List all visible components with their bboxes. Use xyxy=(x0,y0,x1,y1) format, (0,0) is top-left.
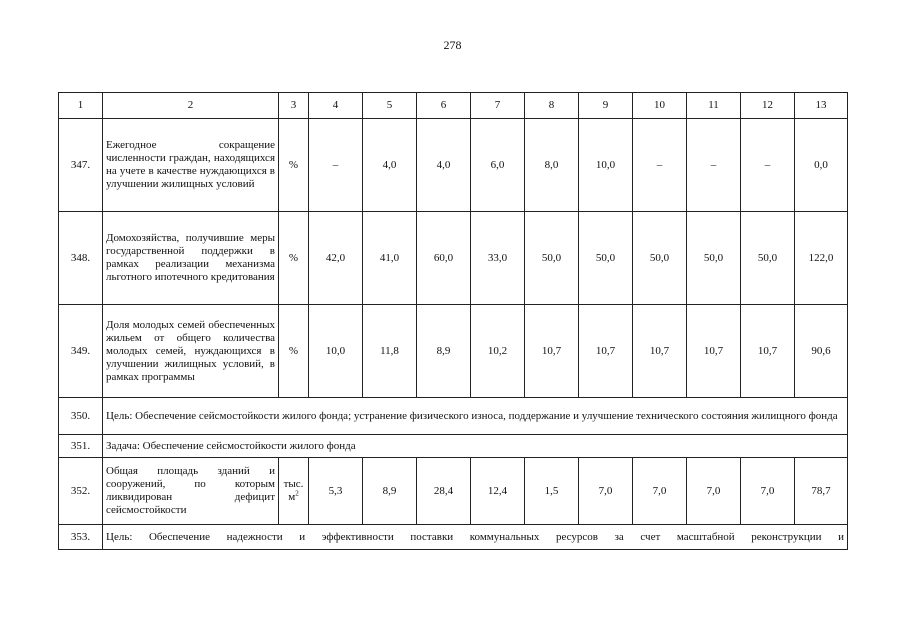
row-number: 352. xyxy=(59,458,103,525)
value-cell: 122,0 xyxy=(795,212,848,305)
goal-text: Цель: Обеспечение сейсмостойкости жилого фонда; устранение физического износа, поддержание и улучшение технического состояния жилищного фонда xyxy=(103,398,848,435)
table-row xyxy=(59,458,848,525)
value-cell: 11,8 xyxy=(363,305,417,398)
value-cell: 7,0 xyxy=(687,458,741,525)
unit-superscript: 2 xyxy=(295,489,299,498)
value-cell: 10,7 xyxy=(687,305,741,398)
value-cell: 60,0 xyxy=(417,212,471,305)
unit-cell: % xyxy=(279,212,309,305)
header-cell: 9 xyxy=(579,93,633,119)
header-cell: 8 xyxy=(525,93,579,119)
header-cell: 7 xyxy=(471,93,525,119)
value-cell: 50,0 xyxy=(741,212,795,305)
unit-cell: % xyxy=(279,305,309,398)
header-cell: 10 xyxy=(633,93,687,119)
value-cell: 8,9 xyxy=(363,458,417,525)
task-text: Задача: Обеспечение сейсмостойкости жилого фонда xyxy=(103,435,848,458)
value-cell: 50,0 xyxy=(525,212,579,305)
value-cell: 50,0 xyxy=(687,212,741,305)
value-cell: 10,7 xyxy=(579,305,633,398)
goal-row xyxy=(59,525,848,550)
indicator-description: Общая площадь зданий и сооружений, по которым ликвидирован дефицит сейсмостойкости xyxy=(103,458,279,525)
value-cell: 7,0 xyxy=(741,458,795,525)
unit-cell xyxy=(279,458,309,525)
value-cell: – xyxy=(687,119,741,212)
table-row xyxy=(59,305,848,398)
goal-text: Цель: Обеспечение надежности и эффективности поставки коммунальных ресурсов за счет масштабной реконструкции и xyxy=(103,525,848,550)
row-number: 347. xyxy=(59,119,103,212)
row-number: 353. xyxy=(59,525,103,550)
value-cell: 8,0 xyxy=(525,119,579,212)
header-cell: 11 xyxy=(687,93,741,119)
value-cell: 10,2 xyxy=(471,305,525,398)
value-cell: 90,6 xyxy=(795,305,848,398)
value-cell: 10,0 xyxy=(579,119,633,212)
header-cell: 3 xyxy=(279,93,309,119)
goal-row xyxy=(59,398,848,435)
unit-cell: % xyxy=(279,119,309,212)
value-cell: 7,0 xyxy=(633,458,687,525)
value-cell: 50,0 xyxy=(579,212,633,305)
value-cell: 28,4 xyxy=(417,458,471,525)
value-cell: – xyxy=(309,119,363,212)
value-cell: 0,0 xyxy=(795,119,848,212)
value-cell: 33,0 xyxy=(471,212,525,305)
value-cell: 10,7 xyxy=(525,305,579,398)
value-cell: – xyxy=(633,119,687,212)
row-number: 349. xyxy=(59,305,103,398)
indicator-description: Доля молодых семей обеспеченных жильем от общего количества молодых семей, нуждающихся в улучшении жилищных условий, в рамках программы xyxy=(103,305,279,398)
header-cell: 4 xyxy=(309,93,363,119)
value-cell: 7,0 xyxy=(579,458,633,525)
header-row xyxy=(59,93,848,119)
row-number: 348. xyxy=(59,212,103,305)
indicator-description: Ежегодное сокращение численности граждан, находящихся на учете в качестве нуждающихся в улучшении жилищных условий xyxy=(103,119,279,212)
value-cell: 6,0 xyxy=(471,119,525,212)
header-cell: 5 xyxy=(363,93,417,119)
indicator-description: Домохозяйства, получившие меры государственной поддержки в рамках реализации механизма льготного ипотечного кредитования xyxy=(103,212,279,305)
value-cell: 42,0 xyxy=(309,212,363,305)
value-cell: 4,0 xyxy=(417,119,471,212)
unit-text: тыс. м xyxy=(283,478,304,503)
header-cell: 12 xyxy=(741,93,795,119)
value-cell: 10,7 xyxy=(633,305,687,398)
indicators-table xyxy=(58,92,848,550)
value-cell: 12,4 xyxy=(471,458,525,525)
value-cell: 4,0 xyxy=(363,119,417,212)
header-cell: 2 xyxy=(103,93,279,119)
table-row xyxy=(59,119,848,212)
value-cell: – xyxy=(741,119,795,212)
value-cell: 41,0 xyxy=(363,212,417,305)
header-cell: 1 xyxy=(59,93,103,119)
value-cell: 8,9 xyxy=(417,305,471,398)
header-cell: 6 xyxy=(417,93,471,119)
value-cell: 50,0 xyxy=(633,212,687,305)
page-number: 278 xyxy=(443,38,462,52)
value-cell: 1,5 xyxy=(525,458,579,525)
table-row xyxy=(59,212,848,305)
row-number: 351. xyxy=(59,435,103,458)
row-number: 350. xyxy=(59,398,103,435)
header-cell: 13 xyxy=(795,93,848,119)
value-cell: 5,3 xyxy=(309,458,363,525)
value-cell: 78,7 xyxy=(795,458,848,525)
task-row xyxy=(59,435,848,458)
value-cell: 10,0 xyxy=(309,305,363,398)
value-cell: 10,7 xyxy=(741,305,795,398)
